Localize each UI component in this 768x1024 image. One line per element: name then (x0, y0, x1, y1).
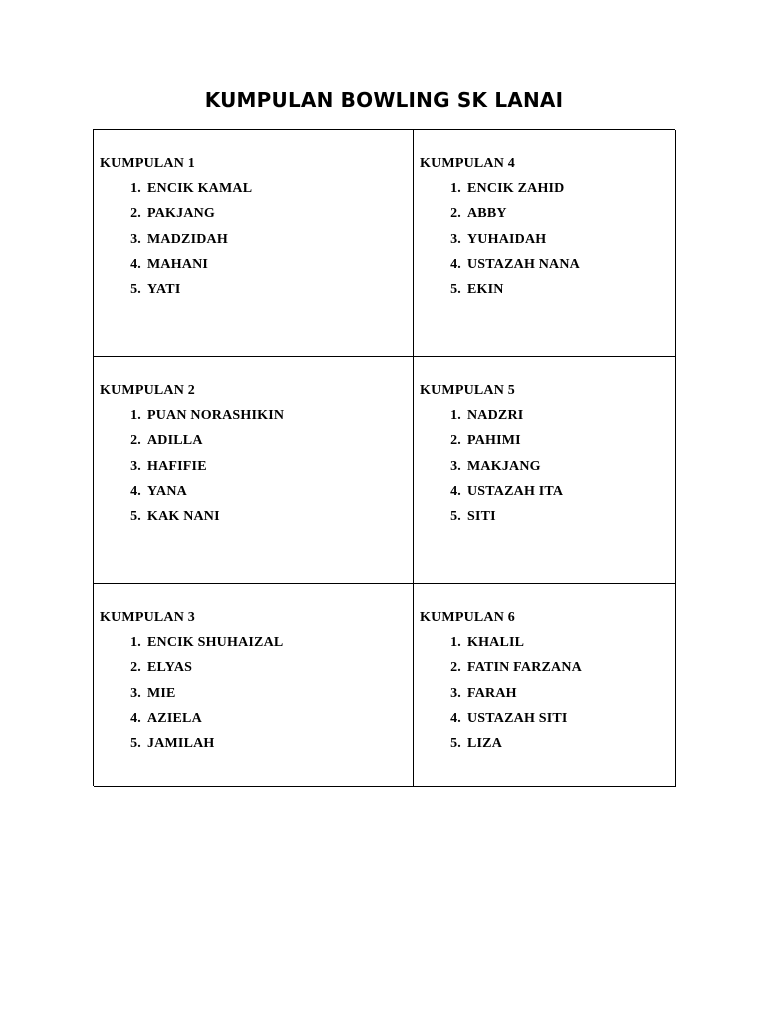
list-number: 5. (130, 736, 141, 752)
group-cell-6 (414, 584, 676, 787)
group-cell-1 (94, 130, 414, 357)
list-item (420, 634, 675, 652)
member-name: MADZIDAH (147, 231, 228, 247)
member-name: YATI (147, 282, 181, 298)
list-number: 3. (450, 685, 461, 701)
list-item (420, 281, 675, 299)
member-name: MIE (147, 685, 176, 701)
list-number: 1. (450, 181, 461, 196)
list-number: 1. (130, 635, 141, 650)
member-list (420, 407, 675, 526)
list-number: 3. (450, 458, 461, 474)
list-item (100, 735, 413, 753)
list-number: 5. (130, 282, 141, 298)
list-item (420, 180, 675, 198)
groups-table (93, 129, 675, 786)
list-item (100, 458, 413, 476)
page-title: KUMPULAN BOWLING SK LANAI (204, 88, 564, 112)
list-number: 2. (130, 206, 141, 222)
list-item (420, 685, 675, 703)
member-name: AZIELA (147, 710, 202, 726)
list-item (420, 659, 675, 677)
list-number: 2. (450, 206, 461, 222)
group-cell-4 (414, 130, 676, 357)
group-heading: KUMPULAN 5 (420, 383, 515, 398)
list-number: 1. (450, 408, 461, 423)
member-name: HAFIFIE (147, 458, 207, 474)
list-item (420, 508, 675, 526)
list-number: 2. (450, 660, 461, 676)
list-item (100, 180, 413, 198)
member-name: PAHIMI (467, 433, 521, 449)
list-number: 1. (130, 408, 141, 423)
list-number: 5. (450, 509, 461, 525)
member-name: LIZA (467, 736, 503, 752)
list-item (420, 483, 675, 501)
group-heading: KUMPULAN 2 (100, 383, 195, 398)
list-item (100, 256, 413, 274)
member-name: PAKJANG (147, 206, 216, 222)
member-name: ENCIK KAMAL (147, 181, 253, 196)
member-name: YANA (147, 483, 187, 499)
list-number: 2. (130, 433, 141, 449)
member-name: ABBY (467, 206, 507, 222)
member-name: SITI (467, 509, 496, 525)
group-heading: KUMPULAN 4 (420, 156, 515, 171)
list-item (420, 735, 675, 753)
list-item (420, 458, 675, 476)
list-item (100, 634, 413, 652)
list-number: 3. (130, 231, 141, 247)
list-number: 5. (130, 509, 141, 525)
list-number: 5. (450, 282, 461, 298)
list-item (420, 256, 675, 274)
member-name: EKIN (467, 282, 504, 298)
list-number: 1. (450, 635, 461, 650)
list-number: 3. (450, 231, 461, 247)
list-item (100, 483, 413, 501)
member-name: FARAH (467, 685, 517, 701)
list-number: 4. (130, 483, 141, 499)
list-number: 4. (450, 710, 461, 726)
group-cell-2 (94, 357, 414, 584)
list-number: 4. (130, 256, 141, 272)
list-item (420, 205, 675, 223)
member-list (420, 634, 675, 753)
member-name: ENCIK SHUHAIZAL (147, 635, 284, 650)
member-name: USTAZAH SITI (467, 710, 568, 726)
group-heading: KUMPULAN 3 (100, 610, 195, 625)
list-number: 3. (130, 458, 141, 474)
member-name: KHALIL (467, 635, 525, 650)
list-number: 2. (450, 433, 461, 449)
list-item (420, 710, 675, 728)
member-name: ADILLA (147, 433, 203, 449)
list-item (420, 432, 675, 450)
member-list (420, 180, 675, 299)
member-name: PUAN NORASHIKIN (147, 408, 285, 423)
list-number: 1. (130, 181, 141, 196)
list-item (100, 508, 413, 526)
member-name: YUHAIDAH (467, 231, 547, 247)
member-name: FATIN FARZANA (467, 660, 582, 676)
group-heading: KUMPULAN 6 (420, 610, 515, 625)
list-item (420, 231, 675, 249)
member-list (100, 180, 413, 299)
list-number: 4. (130, 710, 141, 726)
list-item (420, 407, 675, 425)
member-name: KAK NANI (147, 509, 220, 525)
group-heading: KUMPULAN 1 (100, 156, 195, 171)
member-name: JAMILAH (147, 736, 215, 752)
list-item (100, 231, 413, 249)
member-name: NADZRI (467, 408, 524, 423)
member-name: ENCIK ZAHID (467, 181, 565, 196)
group-cell-3 (94, 584, 414, 787)
member-name: MAHANI (147, 256, 209, 272)
list-item (100, 432, 413, 450)
list-item (100, 281, 413, 299)
member-name: USTAZAH ITA (467, 483, 564, 499)
list-number: 2. (130, 660, 141, 676)
member-name: USTAZAH NANA (467, 256, 580, 272)
list-item (100, 659, 413, 677)
member-list (100, 407, 413, 526)
list-item (100, 685, 413, 703)
member-name: MAKJANG (467, 458, 541, 474)
member-list (100, 634, 413, 753)
group-cell-5 (414, 357, 676, 584)
member-name: ELYAS (147, 660, 193, 676)
list-number: 4. (450, 483, 461, 499)
list-number: 4. (450, 256, 461, 272)
list-number: 5. (450, 736, 461, 752)
list-number: 3. (130, 685, 141, 701)
list-item (100, 710, 413, 728)
list-item (100, 205, 413, 223)
list-item (100, 407, 413, 425)
